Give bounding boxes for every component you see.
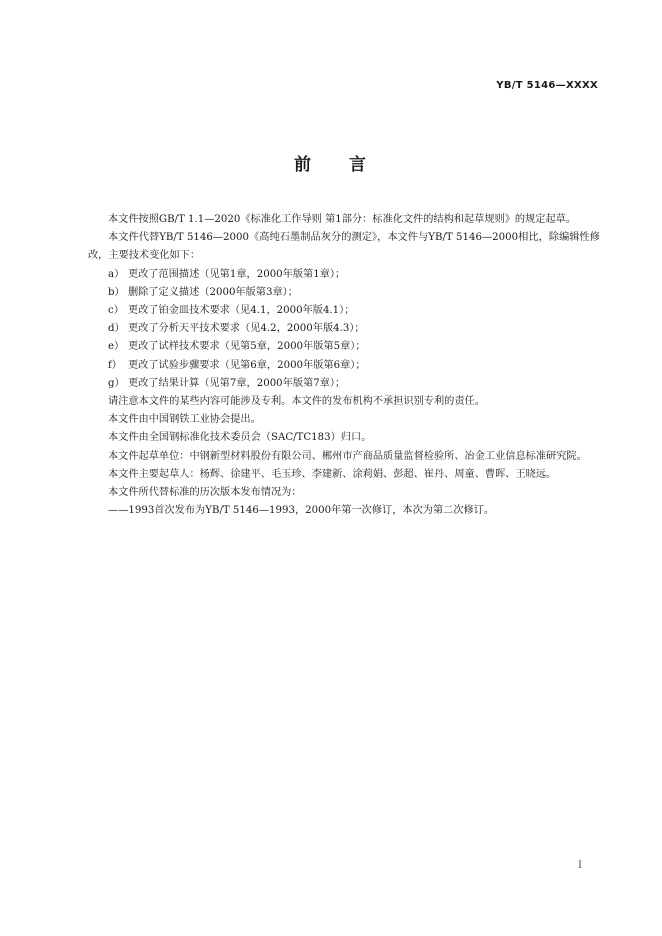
list-item xyxy=(88,302,600,320)
paragraph-history-intro: 本文件所代替标准的历次版本发布情况为： xyxy=(108,487,302,499)
list-item xyxy=(88,375,600,393)
changes-list xyxy=(88,266,600,393)
list-marker: a） xyxy=(108,268,125,280)
list-item-text: 更改了分析天平技术要求（见4.2，2000年版4.3）； xyxy=(128,323,365,335)
paragraph-patent-notice: 请注意本文件的某些内容可能涉及专利。本文件的发布机构不承担识别专利的责任。 xyxy=(108,396,485,408)
page-number: I xyxy=(578,860,582,871)
list-item-text: 更改了铂金皿技术要求（见4.1，2000年版4.1）； xyxy=(128,305,355,317)
list-item xyxy=(88,320,600,338)
list-marker: b） xyxy=(108,286,125,298)
document-code: YB/T 5146—XXXX xyxy=(496,80,598,91)
paragraph-history: ——1993首次发布为YB/T 5146—1993，2000年第一次修订，本次为第二次修订。 xyxy=(108,505,495,517)
paragraph-drafting-rules: 本文件按照GB/T 1.1—2020《标准化工作导则 第1部分：标准化文件的结构和起草规则》的规定起草。 xyxy=(108,214,577,225)
paragraph-drafters: 本文件主要起草人：杨辉、徐建平、毛玉珍、李建新、涂莉娟、彭超、崔丹、周童、曹晖、王晓远。 xyxy=(108,468,557,480)
list-marker: d） xyxy=(108,323,125,335)
list-marker: g） xyxy=(108,377,125,389)
section-title xyxy=(0,150,662,175)
list-item-text: 删除了定义描述（2000年版第3章）； xyxy=(128,286,298,298)
list-marker: f） xyxy=(108,359,122,371)
title-char-2: 言 xyxy=(349,155,368,175)
list-item-text: 更改了试样技术要求（见第5章，2000年版第5章）； xyxy=(128,341,366,353)
paragraph-replacement: 本文件代替YB/T 5146—2000《高纯石墨制品灰分的测定》，本文件与YB/T 5146—2000相比，除编辑性修改，主要技术变化如下： xyxy=(88,232,600,262)
paragraph-proposer: 本文件由中国钢铁工业协会提出。 xyxy=(108,414,261,426)
list-marker: e） xyxy=(108,341,125,353)
paragraph-committee: 本文件由全国钢标准化技术委员会（SAC/TC183）归口。 xyxy=(108,432,372,444)
foreword-body xyxy=(88,211,600,520)
list-item-text: 更改了试验步骤要求（见第6章，2000年版第6章）； xyxy=(128,359,366,371)
list-marker: c） xyxy=(108,305,124,317)
list-item-text: 更改了范围描述（见第1章，2000年版第1章）； xyxy=(128,268,346,280)
list-item xyxy=(88,284,600,302)
list-item xyxy=(88,266,600,284)
list-item xyxy=(88,357,600,375)
title-char-1: 前 xyxy=(294,155,313,175)
list-item-text: 更改了结果计算（见第7章，2000年版第7章）； xyxy=(128,377,346,389)
paragraph-drafting-units: 本文件起草单位：中钢新型材料股份有限公司、郴州市产商品质量监督检验所、冶金工业信息标准研究院。 xyxy=(108,450,587,462)
list-item xyxy=(88,338,600,356)
